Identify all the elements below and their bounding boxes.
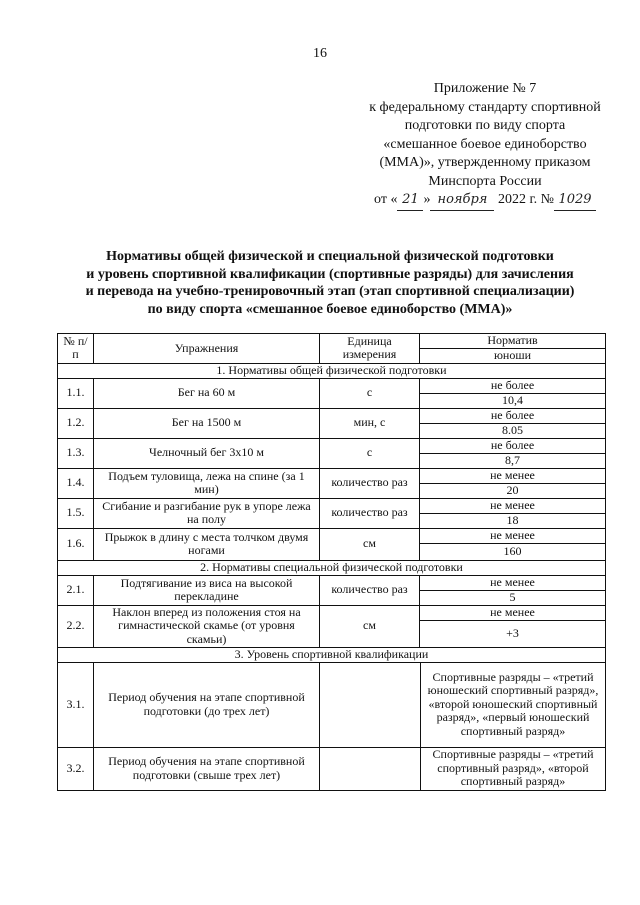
section-title: 2. Нормативы специальной физической подготовки (58, 560, 606, 575)
row-exercise: Прыжок в длину с места толчком двумя ногами (94, 528, 320, 560)
appendix-line: к федеральному стандарту спортивной (369, 99, 601, 115)
row-num: 3.1. (58, 662, 94, 747)
section-row (58, 363, 606, 378)
row-qualifier: не менее (420, 468, 606, 483)
row-exercise: Челночный бег 3х10 м (94, 438, 320, 468)
row-exercise: Сгибание и разгибание рук в упоре лежа на полу (94, 498, 320, 528)
page-number: 16 (313, 46, 327, 61)
row-exercise: Подъем туловища, лежа на спине (за 1 мин) (94, 468, 320, 498)
row-exercise: Период обучения на этапе спортивной подготовки (свыше трех лет) (94, 747, 320, 790)
row-unit: см (320, 605, 420, 647)
row-qualifier: не менее (420, 605, 606, 620)
handwritten-day: 21 (397, 191, 423, 211)
row-value: 18 (420, 513, 606, 528)
row-exercise: Бег на 60 м (94, 378, 320, 408)
table-row (58, 438, 606, 453)
appendix-line: Минспорта России (428, 173, 542, 189)
title-line: и перевода на учебно-тренировочный этап (этап спортивной специализации) (85, 284, 575, 299)
title-line: Нормативы общей физической и специальной физической подготовки (106, 249, 554, 264)
row-value: 160 (420, 543, 606, 560)
row-num: 3.2. (58, 747, 94, 790)
row-unit: с (320, 378, 420, 408)
row-value: +3 (420, 620, 606, 647)
row-num: 1.4. (58, 468, 94, 498)
order-prefix: от « (374, 192, 398, 207)
order-line (340, 191, 630, 211)
header-unit: Единица измерения (320, 334, 420, 364)
section-title: 1. Нормативы общей физической подготовки (58, 363, 606, 378)
row-num: 1.3. (58, 438, 94, 468)
table-row (58, 575, 606, 590)
row-exercise: Бег на 1500 м (94, 408, 320, 438)
section-row (58, 560, 606, 575)
row-value: 10,4 (420, 393, 606, 408)
row-value: 20 (420, 483, 606, 498)
header-exercise: Упражнения (94, 334, 320, 364)
row-qualifier: не менее (420, 528, 606, 543)
row-exercise: Период обучения на этапе спортивной подготовки (до трех лет) (94, 662, 320, 747)
qual-value-wrap (320, 747, 606, 790)
table-row (58, 378, 606, 393)
row-exercise: Подтягивание из виса на высокой перекладине (94, 575, 320, 605)
order-year: 2022 г. № (497, 192, 554, 207)
row-unit: с (320, 438, 420, 468)
row-value: 8,7 (420, 453, 606, 468)
appendix-line: (ММА)», утвержденному приказом (379, 155, 591, 170)
row-qualifier: не более (420, 408, 606, 423)
row-unit: см (320, 528, 420, 560)
row-num: 2.2. (58, 605, 94, 647)
row-qualifier: не более (420, 378, 606, 393)
table-row (58, 468, 606, 483)
row-unit: количество раз (320, 498, 420, 528)
table-row (58, 747, 606, 790)
handwritten-order-number: 1029 (554, 191, 596, 211)
row-exercise: Наклон вперед из положения стоя на гимнастической скамье (от уровня скамьи) (94, 605, 320, 647)
row-unit: количество раз (320, 468, 420, 498)
appendix-line: «смешанное боевое единоборство (383, 136, 587, 152)
appendix-line: Приложение № 7 (433, 81, 537, 96)
header-row (58, 334, 606, 349)
row-num: 1.2. (58, 408, 94, 438)
row-qualifier: не более (420, 438, 606, 453)
handwritten-month: ноября (430, 191, 494, 211)
table-row (58, 605, 606, 620)
norms-table (57, 333, 606, 791)
row-num: 1.1. (58, 378, 94, 408)
title-line: и уровень спортивной квалификации (спортивные разряды) для зачисления (86, 266, 574, 282)
row-unit: мин, с (320, 408, 420, 438)
row-value: 5 (420, 590, 606, 605)
table-row (58, 408, 606, 423)
table-row (58, 498, 606, 513)
row-value: Спортивные разряды – «третий спортивный разряд», «второй спортивный разряд» (420, 748, 605, 790)
title-line: по виду спорта «смешанное боевое единоборство (ММА)» (147, 301, 513, 317)
row-value: 8.05 (420, 423, 606, 438)
table-row (58, 662, 606, 747)
row-qualifier: не менее (420, 575, 606, 590)
table-row (58, 528, 606, 543)
row-qualifier: не менее (420, 498, 606, 513)
header-num: № п/п (58, 334, 94, 364)
row-value: Спортивные разряды – «третий юношеский спортивный разряд», «второй юношеский спортивный разряд», «первый юношеский спортивный разряд» (420, 663, 605, 747)
qual-value-wrap (320, 662, 606, 747)
header-norm: Норматив (420, 334, 606, 349)
header-group: юноши (420, 349, 606, 364)
section-row (58, 647, 606, 662)
document-title (40, 248, 620, 318)
appendix-header (340, 80, 630, 211)
section-title: 3. Уровень спортивной квалификации (58, 647, 606, 662)
row-unit: количество раз (320, 575, 420, 605)
row-num: 1.6. (58, 528, 94, 560)
row-num: 2.1. (58, 575, 94, 605)
row-num: 1.5. (58, 498, 94, 528)
appendix-line: подготовки по виду спорта (404, 118, 566, 133)
order-mid: » (423, 192, 431, 207)
